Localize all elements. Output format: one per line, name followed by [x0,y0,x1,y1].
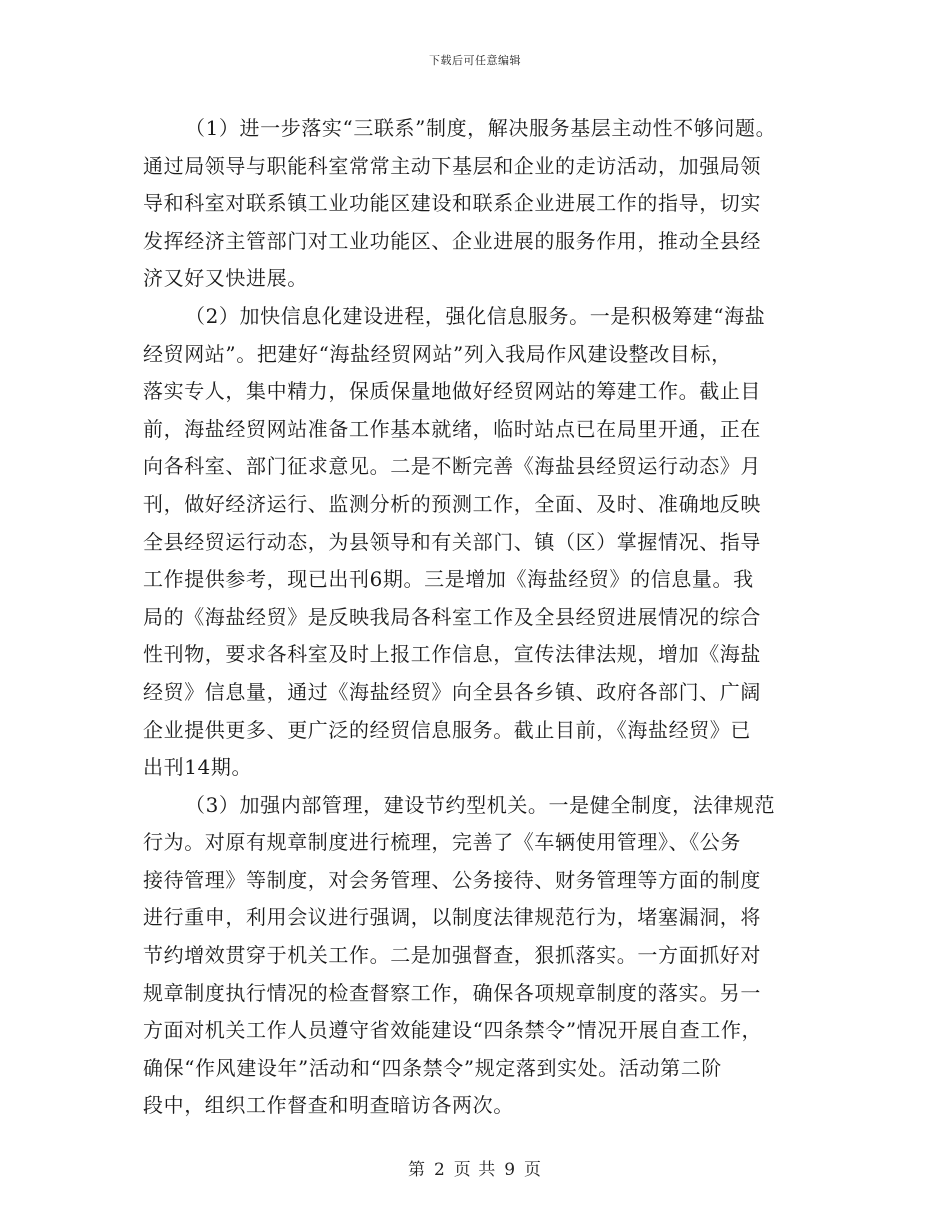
document-body [143,110,813,1125]
text-line: （1）进一步落实“三联系”制度，解决服务基层主动性不够问题。 [185,116,777,140]
text-line: 接待管理》等制度，对会务管理、公务接待、财务管理等方面的制度 [143,867,761,892]
text-line: 济又好又快进展。 [143,266,308,291]
text-line: 经贸网站”。把建好“海盐经贸网站”列入我局作风建设整改目标， [143,341,732,366]
paragraph-1 [143,110,813,298]
text-line: （3）加强内部管理，建设节约型机关。一是健全制度，法律规范 [185,792,776,817]
text-line: 通过局领导与职能科室常常主动下基层和企业的走访活动，加强局领 [143,153,761,178]
text-line: 企业提供更多、更广泛的经贸信息服务。截止目前，《海盐经贸》已 [143,717,751,742]
text-line: 规章制度执行情况的检查督察工作，确保各项规章制度的落实。另一 [143,980,761,1005]
text-line: 全县经贸运行动态，为县领导和有关部门、镇（区）掌握情况、指导 [143,529,761,554]
text-line: 局的《海盐经贸》是反映我局各科室工作及全县经贸进展情况的综合 [143,604,761,629]
text-line: 向各科室、部门征求意见。二是不断完善《海盐县经贸运行动态》月 [143,454,761,479]
text-line: 工作提供参考，现已出刊6期。三是增加《海盐经贸》的信息量。我 [143,567,754,592]
paragraph-3 [143,787,813,1125]
text-line: 段中，组织工作督查和明查暗访各两次。 [143,1093,514,1118]
text-line: 出刊14期。 [143,755,253,780]
footer-total-pages: 9 [504,1160,517,1180]
footer-page-number: 2 [433,1160,446,1180]
footer-prefix: 第 [407,1160,426,1180]
text-line: 进行重申，利用会议进行强调，以制度法律规范行为，堵塞漏洞，将 [143,905,761,930]
text-line: 经贸》信息量，通过《海盐经贸》向全县各乡镇、政府各部门、广阔 [143,679,761,704]
text-line: （2）加快信息化建设进程，强化信息服务。一是积极筹建“海盐 [185,303,766,328]
page-footer [0,1155,950,1180]
text-line: 发挥经济主管部门对工业功能区、企业进展的服务作用，推动全县经 [143,228,761,253]
text-line: 行为。对原有规章制度进行梳理，完善了《车辆使用管理》、《公务 [143,830,741,855]
paragraph-2 [143,298,813,787]
footer-suffix: 页 [524,1160,543,1180]
text-line: 确保“作风建设年”活动和“四条禁令”规定落到实处。活动第二阶 [143,1055,722,1080]
text-line: 刊，做好经济运行、监测分析的预测工作，全面、及时、准确地反映 [143,491,761,516]
text-line: 节约增效贯穿于机关工作。二是加强督查，狠抓落实。一方面抓好对 [143,943,761,968]
text-line: 落实专人，集中精力，保质保量地做好经贸网站的筹建工作。截止目 [143,379,761,404]
text-line: 性刊物，要求各科室及时上报工作信息，宣传法律法规，增加《海盐 [143,642,761,667]
text-line: 导和科室对联系镇工业功能区建设和联系企业进展工作的指导，切实 [143,191,761,216]
footer-middle: 页 共 [453,1160,497,1180]
page-header [0,52,950,68]
header-text: 下载后可任意编辑 [429,54,521,67]
text-line: 方面对机关工作人员遵守省效能建设“四条禁令”情况开展自查工作， [143,1018,763,1043]
text-line: 前，海盐经贸网站准备工作基本就绪，临时站点已在局里开通，正在 [143,416,761,441]
